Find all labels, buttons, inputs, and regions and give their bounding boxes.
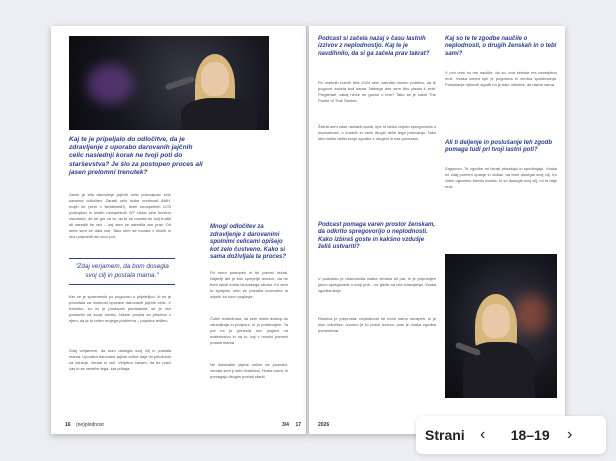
question-4: Podcast pomaga varen prostor ženskam, da odkrito spregovorijo o neplodnosti. Kako izbiraš goste in kakšno vzdušje želiš ustvariti?: [318, 222, 436, 251]
page-navigator: [416, 416, 606, 454]
page-number-left-inner: 17: [295, 422, 301, 428]
answer-4: Pri meni postopek ni bil preveč težak. Najtežji del je bilo sprejetje resnice, da ne bom nikoli imela biološkega otroka. Ko sem to sprejela, sem se počutila svobodno in odprto za novo poglavje.: [210, 270, 288, 299]
page-range: 18–19: [510, 427, 550, 443]
answer-7: Po osebnih izzivih leta 2024 sem začutila močno potrebo, da bi pogovor začela tudi sama. Nekega dne sem tiho pisala k sebi: Pregledati, zakaj nihče ne govori o tem? Tako se je začel The Power of True Stories.: [318, 80, 436, 103]
left-page: [51, 26, 307, 434]
right-page: [309, 26, 565, 434]
question-3: Podcast si začela nazaj v času lastnih izzivov z neplodnostjo. Kaj te je navdihnilo, da si ga začela prav takrat?: [318, 36, 430, 57]
answer-12: Zagotovo. Te zgodbe mi hkrati prinašajo in spodbujajo. Vsaka mi zdaj pomeni upanje in dokaz, da bom dosegla svoj cilj. Ko vidim ogromno število mamic, ki so dosegle svoj cilj, mi to daje moč.: [445, 166, 557, 189]
answer-5: Čutim hvaležnost, da sem imela dostop do zdravljenja in podpore, ki jo potrebujem. Ta pot mi je prinesla nov pogled na materinstvo in na to, kaj v resnici pomeni postati mama.: [210, 316, 288, 345]
answer-3: Zdaj verjamem, da bom dosegla svoj cilj in postala mama. Uporaba darovane jajčne celice daje mi priložnost za zdravje. Ideala ni več. Verjetno čakam, da bo pravi čas in se veselim tega, kar prihaja.: [69, 348, 171, 371]
answer-8: Želela sem zase ustvariti kanal, kjer bi lahko odprto spregovorila o neplodnosti, o čustvih in vseh drugih delih tega potovanja. Tako sem lahko delila svojo zgodbo z drugimi in nas povezala.: [318, 124, 436, 141]
answer-9: V podcastu je dobrodošla vsaka ženska ali par, ki je pripravljen javno spregovoriti o svoji poti – ne glede na izid zdravljenja. Vsaka zgodba šteje.: [318, 276, 436, 293]
corner-folio: 3/4: [282, 422, 289, 428]
answer-6: Ne darovalke jajčne celice ne poznam, vendar sem ji zelo hvaležna. Hvala vsem, ki pomagajo drugim postati starši.: [210, 362, 288, 379]
question-1: Kaj te je pripeljalo do odločitve, da je zdravljenje z uporabo darovanih jajčnih celic naslednji korak ne tvoji poti do starševstva? Je šlo za postopen proces ali jasen prelomni trenutek?: [69, 136, 203, 176]
question-5: Kaj so te te zgodbe naučile o neplodnosti, o drugih ženskah in o tebi sami?: [445, 36, 557, 57]
pages-label: Strani: [425, 427, 465, 443]
question-2: Mnogi odločitev za zdravljenje z darovanimi spolnimi celicami opišejo kot zelo čustveno. Kako si sama doživljala ta proces?: [210, 224, 287, 261]
page-number-left: 16 (ne)plodnost: [65, 422, 104, 428]
answer-1: Zame je bila darovanje jajčnih celic pravzaprav zelo naravna odločitev. Zaradi zelo nizke vrednosti AMH, mojih let (sem v štiridesetih), dveh neuspešnih ICSI postopkov in šestih neuspešnih IVF ciklov sem končno razumela, da ne gre za to, da bi se morala še bolj truditi ali narediti še več – saj sem že naredila vse prav. Od sebe sem že dala vse. Tako sem se morala v mislih in srcu pripraviti na novo pot.: [69, 192, 171, 239]
pull-quote: "Zdaj verjamem, da bom dosegla svoj cilj in postala mama.": [69, 258, 175, 285]
answer-2: Ker se je spremenilo po pogovoru s prijateljico, ki mi je povedala za možnost uporabe darovanih jajčnih celic. V trenutku, ko mi je postopek predstavila, se je vse postavilo na svoje mesto. Nisem prosila za prisotno v njem, da je to reitev mojega problema – popolna rešitev.: [69, 294, 171, 323]
podcast-photo-top: [69, 36, 269, 130]
brand-left: (ne)plodnost: [75, 422, 104, 428]
magazine-spread: [48, 22, 568, 440]
chevron-right-icon[interactable]: ›: [566, 426, 573, 443]
question-6: Ali ti deljenje in poslušanje teh zgodb pomaga tudi pri tvoji lastni poti?: [445, 140, 553, 154]
answer-10: Resnica je preprosta: neplodnost ne more samo neuspeh, ki je niso odločitev. Izvorno je to polno izzivov, zato je vsaka zgodba pomembna.: [318, 316, 436, 333]
year-label: 2026: [318, 422, 330, 428]
answer-11: V prvi vrsti so me naučile, da so, ima ženske res neverjetno moč. Vsaka izmed njih je pogumna in vredna spoštovanja. Poslušanje njihovih zgodb mi je dalo občutek, da nisem sama.: [445, 70, 557, 87]
chevron-left-icon[interactable]: ‹: [480, 426, 486, 443]
podcast-photo-bottom: [445, 254, 557, 398]
